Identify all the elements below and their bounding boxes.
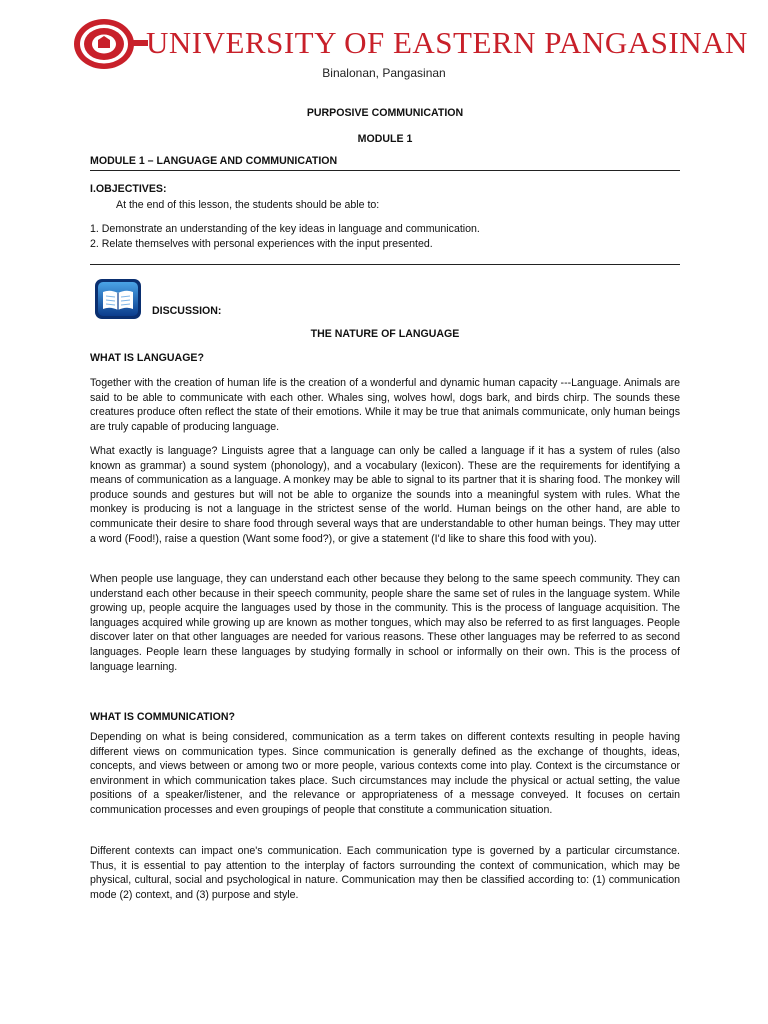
paragraph: When people use language, they can understand each other because they belong to the same speech community. They can understand each other because in their speech community, people share the same set of rules in the language system. While growing up, people acquire the languages used by those in the community. This is the process of language acquisition. The languages acquired while growing up are known as mother tongues, which may also be referred to as first languages. People discover later on that other languages are needed for various reasons. These other languages may be referred to as second languages. People learn these languages by studying formally in school or informally on their own. This is the process of language learning.: [90, 573, 680, 673]
objectives-heading: I.OBJECTIVES:: [90, 183, 167, 195]
page-header: [0, 0, 768, 90]
university-location: Binalonan, Pangasinan: [322, 66, 446, 80]
objective-item: 1. Demonstrate an understanding of the key ideas in language and communication.: [90, 223, 480, 235]
university-name: UNIVERSITY OF EASTERN PANGASINAN: [146, 25, 748, 60]
objectives-list: [90, 222, 480, 251]
section-title: THE NATURE OF LANGUAGE: [310, 328, 460, 340]
university-seal-icon: [72, 16, 136, 72]
communication-heading: WHAT IS COMMUNICATION?: [90, 711, 235, 723]
paragraph: Together with the creation of human life is the creation of a wonderful and dynamic human capacity ---Language. Animals are said to be able to communicate with each other. Whales sing, wolves howl, dogs bark, and birds chirp. The sounds these creatures produce often reflect the state of their emotions. While it may be true that animals communicate, only human beings are truly capable of producing language.: [90, 377, 680, 433]
module-title: MODULE 1 – LANGUAGE AND COMMUNICATION: [90, 155, 338, 167]
paragraph: Different contexts can impact one's communication. Each communication type is governed by a particular circumstance. Thus, it is essential to pay attention to the interplay of factors surrounding the context of communication, which may be physical, cultural, social and psychological in nature. Communication may then be classified according to: (1) communication mode (2) context, and (3) purpose and style.: [90, 845, 680, 901]
objective-item: 2. Relate themselves with personal experiences with the input presented.: [90, 237, 433, 250]
book-icon: [94, 278, 142, 320]
language-heading: WHAT IS LANGUAGE?: [90, 352, 204, 364]
divider: [90, 264, 680, 265]
paragraph: Depending on what is being considered, communication as a term takes on different contexts resulting in people having different views on communication types. Since communication is generally defined as the exchange of thoughts, ideas, concepts, and views between or among two or more people, various contexts come into play. Context is the circumstance or environment in which communication takes place. Such circumstances may include the physical or actual setting, the value positions of a speaker/listener, and the relevance or appropriateness of a message conveyed. It focuses on certain communication processes and even groupings of people that constitute a communication situation.: [90, 731, 680, 816]
paragraph: What exactly is language? Linguists agree that a language can only be called a language if it has a system of rules (also known as grammar) a sound system (phonology), and a vocabulary (lexicon). These are the requirements for identifying a means of communication as a language. A monkey may be able to signal to its partner that it is sharing food. The monkey will produce sounds and gestures but will not be able to organize the sounds into a meaningful system with rules. What the monkey is producing is not a language in the strictest sense of the world. Human beings on the other hand, are able to communicate their desire to share food through several ways that are understandable to other human beings. They may utter a word (Food!), raise a question (Want some food?), or give a statement (I'd like to share this food with you).: [90, 445, 680, 545]
discussion-heading: DISCUSSION:: [152, 305, 222, 317]
module-label: MODULE 1: [357, 133, 413, 145]
course-title: PURPOSIVE COMMUNICATION: [306, 107, 464, 119]
objectives-intro: At the end of this lesson, the students should be able to:: [116, 199, 380, 211]
divider: [90, 170, 680, 171]
